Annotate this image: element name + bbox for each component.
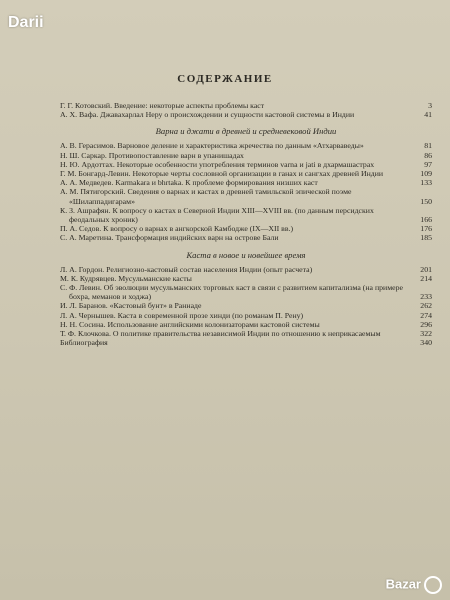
entry-page: 185 — [420, 233, 432, 243]
entry-page: 3 — [428, 101, 432, 110]
toc-entry — [60, 141, 432, 150]
toc-entry — [60, 187, 432, 205]
entry-page: 233 — [420, 292, 432, 302]
entry-text: Г. Г. Котовский. Введение: некоторые аспекты проблемы каст — [60, 101, 265, 110]
toc-entry — [60, 274, 432, 283]
entry-page: 214 — [420, 273, 432, 283]
toc-entry — [60, 101, 432, 110]
toc-entry — [60, 301, 432, 310]
page-title: СОДЕРЖАНИЕ — [177, 73, 273, 85]
entry-text: Г. М. Бонгард-Левин. Некоторые черты сословной организации в ганах и сангхах древней Индии — [60, 169, 384, 179]
toc-section-1 — [60, 101, 432, 119]
entry-text: А. Х. Вафа. Джавахарлал Неру о происхождении и сущности кастовой системы в Индии — [60, 110, 355, 120]
entry-text: С. А. Маретина. Трансформация индийских варн на острове Бали — [60, 233, 279, 243]
entry-text: М. К. Кудрявцев. Мусульманские касты — [60, 273, 192, 283]
table-of-contents — [60, 101, 432, 347]
toc-entry — [60, 178, 432, 187]
entry-text: С. Ф. Левин. Об эволюции мусульманских торговых каст в связи с развитием капитализма (на примере бохра, меманов и ходжа) — [60, 283, 403, 302]
toc-entry — [60, 320, 432, 329]
entry-page: 41 — [424, 110, 432, 120]
bazar-logo — [386, 576, 442, 594]
entry-text: А. М. Пятигорский. Сведения о варнах и кастах в древней тамильской эпической поэме «Шилаппадигарам» — [60, 187, 352, 206]
toc-entry — [60, 206, 432, 224]
toc-entry — [60, 110, 432, 119]
toc-entry — [60, 224, 432, 233]
entry-page: 109 — [420, 169, 432, 179]
entry-text: Т. Ф. Клочкова. О политике правительства независимой Индии по отношению к неприкасаемым — [60, 329, 381, 339]
toc-entry — [60, 160, 432, 169]
entry-text: П. А. Седов. К вопросу о варнах в ангкорской Камбодже (IX—XII вв.) — [60, 224, 294, 234]
entry-page: 81 — [424, 141, 432, 151]
entry-text: Н. Ю. Ардоттах. Некоторые особенности употребления терминов varna и jati в дхармашастрах — [60, 159, 375, 169]
entry-text: А. А. Медведев. Karmakara и bhrtaka. К проблеме формирования низших каст — [60, 178, 318, 188]
toc-entry — [60, 265, 432, 274]
watermark-logo: Darii — [8, 14, 44, 31]
entry-text: Л. А. Гордон. Религиозно-кастовый состав населения Индии (опыт расчета) — [60, 264, 313, 274]
toc-entry — [60, 329, 432, 338]
entry-text: Н. Н. Сосина. Использование английскими колонизаторами кастовой системы — [60, 319, 320, 329]
entry-text: И. Л. Баранов. «Кастовый бунт» в Раннаде — [60, 301, 202, 311]
entry-page: 296 — [420, 319, 432, 329]
toc-entry — [60, 233, 432, 242]
entry-page: 166 — [420, 215, 432, 225]
toc-entry — [60, 311, 432, 320]
section-heading: Каста в новое и новейшее время — [186, 249, 306, 260]
entry-page: 176 — [420, 224, 432, 234]
toc-section-2 — [60, 141, 432, 242]
entry-page: 86 — [424, 150, 432, 160]
entry-page: 97 — [424, 159, 432, 169]
entry-text: Н. Ш. Саркар. Противопоставление варн в упанишадах — [60, 150, 244, 160]
entry-page: 340 — [420, 338, 432, 348]
entry-text: А. В. Герасимов. Варновое деление и характеристика жречества по данным «Атхарваведы» — [60, 141, 364, 151]
bazar-logo-text: Bazar — [385, 576, 421, 592]
toc-section-3 — [60, 265, 432, 348]
toc-entry — [60, 283, 432, 301]
entry-page: 322 — [420, 329, 432, 339]
entry-text: Л. А. Чернышев. Каста в современной прозе хинди (по романам П. Рену) — [60, 310, 304, 320]
toc-entry — [60, 169, 432, 178]
entry-page: 201 — [420, 264, 432, 274]
entry-text: К. З. Ашрафян. К вопросу о кастах в Северной Индии XIII—XVIII вв. (по данным персидских феодальных хроник) — [60, 205, 374, 225]
bazar-ring-icon — [424, 576, 442, 594]
section-heading: Варна и джати в древней и средневековой Индии — [155, 126, 337, 137]
toc-entry — [60, 338, 432, 347]
entry-text: Библиография — [60, 338, 108, 348]
entry-page: 133 — [420, 178, 432, 188]
entry-page: 262 — [420, 301, 432, 311]
entry-page: 274 — [420, 310, 432, 320]
entry-page: 150 — [420, 196, 432, 206]
toc-entry — [60, 151, 432, 160]
